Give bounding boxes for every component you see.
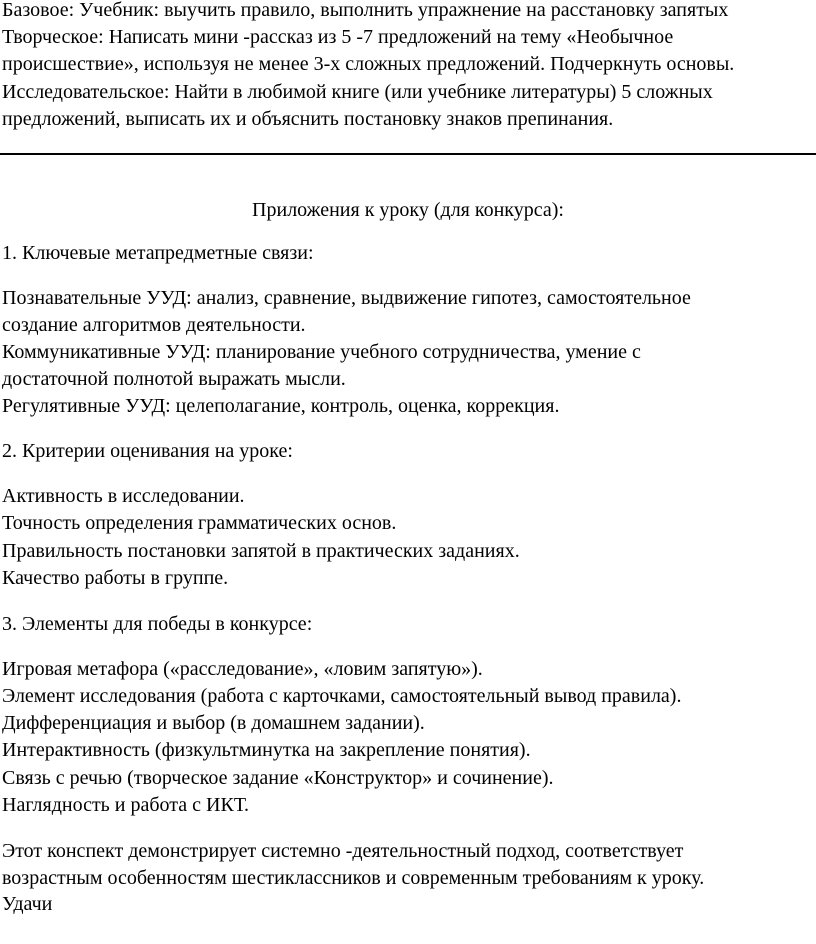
conclusion-closing: Удачи	[2, 893, 53, 915]
conclusion-line: Этот конспект демонстрирует системно -деятельностный подход, соответствует	[2, 840, 684, 862]
horizontal-divider	[0, 153, 816, 155]
section2-line: Правильность постановки запятой в практических заданиях.	[2, 540, 520, 562]
section2-line: Активность в исследовании.	[2, 485, 245, 507]
section2-heading: 2. Критерии оценивания на уроке:	[2, 440, 293, 462]
section1-line: достаточной полнотой выражать мысли.	[2, 368, 346, 390]
section3-line: Игровая метафора («расследование», «ловим запятую»).	[2, 658, 483, 680]
section1-heading: 1. Ключевые метапредметные связи:	[2, 242, 314, 264]
section3-line: Дифференциация и выбор (в домашнем задании).	[2, 712, 425, 734]
task-research: Исследовательское: Найти в любимой книге (или учебнике литературы) 5 сложных	[2, 81, 713, 103]
section2-line: Точность определения грамматических основ.	[2, 512, 397, 534]
task-basic: Базовое: Учебник: выучить правило, выполнить упражнение на расстановку запятых	[2, 0, 729, 21]
appendix-title: Приложения к уроку (для конкурса):	[252, 199, 564, 221]
task-creative-cont: происшествие», используя не менее 3-х сложных предложений. Подчеркнуть основы.	[2, 53, 735, 75]
section2-line: Качество работы в группе.	[2, 567, 229, 589]
task-research-cont: предложений, выписать их и объяснить постановку знаков препинания.	[2, 108, 614, 130]
task-creative: Творческое: Написать мини -рассказ из 5 -7 предложений на тему «Необычное	[2, 26, 674, 48]
conclusion-line: возрастным особенностям шестиклассников и современным требованиям к уроку.	[2, 867, 705, 889]
section3-line: Элемент исследования (работа с карточками, самостоятельный вывод правила).	[2, 685, 682, 707]
section1-line: создание алгоритмов деятельности.	[2, 314, 306, 336]
section1-line: Познавательные УУД: анализ, сравнение, выдвижение гипотез, самостоятельное	[2, 287, 691, 309]
section3-line: Связь с речью (творческое задание «Конструктор» и сочинение).	[2, 767, 554, 789]
section1-line: Регулятивные УУД: целеполагание, контроль, оценка, коррекция.	[2, 395, 560, 417]
section3-line: Наглядность и работа с ИКТ.	[2, 794, 250, 816]
section3-line: Интерактивность (физкультминутка на закрепление понятия).	[2, 739, 531, 761]
section3-heading: 3. Элементы для победы в конкурсе:	[2, 613, 313, 635]
section1-line: Коммуникативные УУД: планирование учебного сотрудничества, умение с	[2, 341, 641, 363]
